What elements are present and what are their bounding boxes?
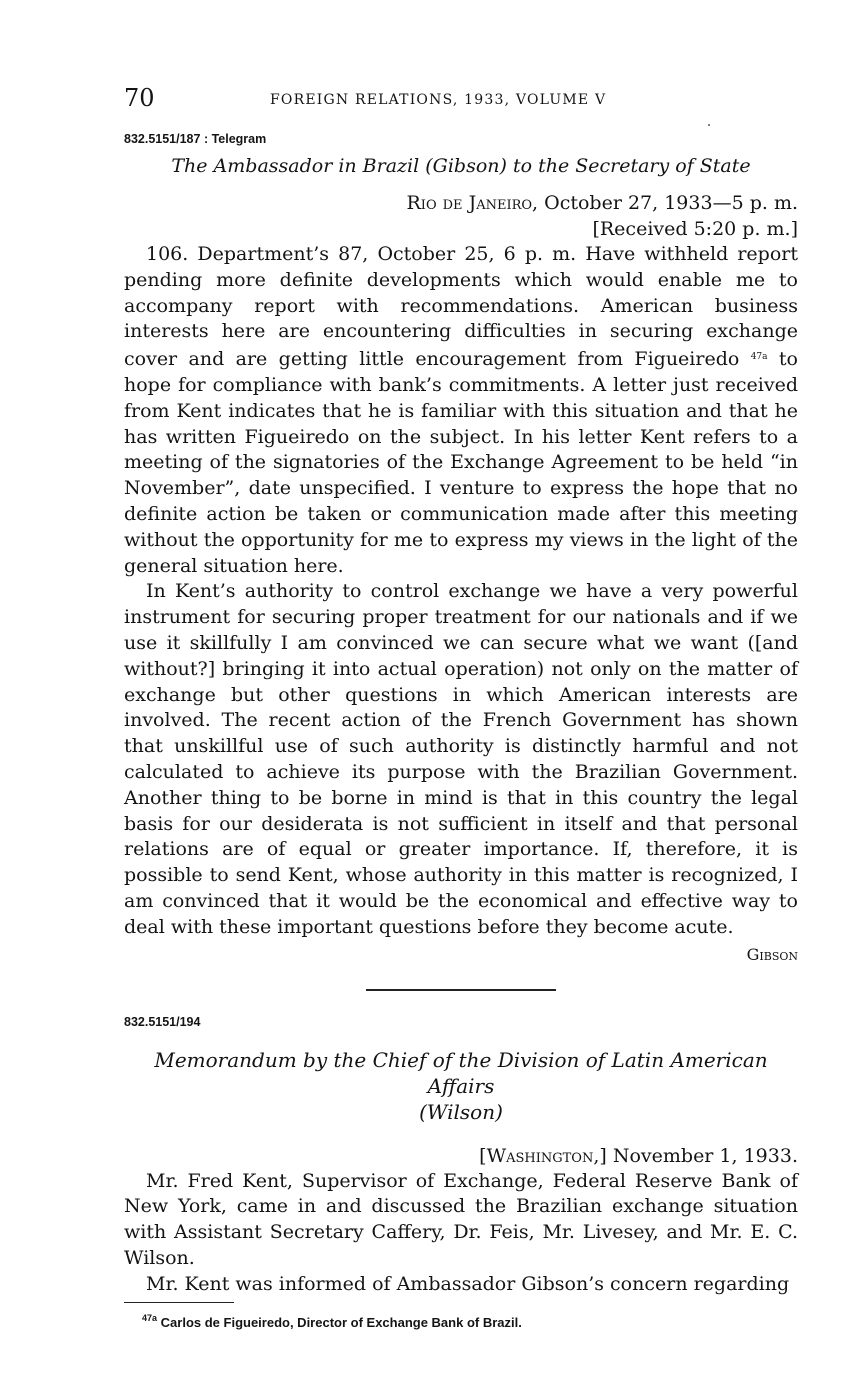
footnote-rule [124,1302,234,1303]
memorandum-paragraph-2: Mr. Kent was informed of Ambassador Gibson’s concern regarding [146,1272,790,1295]
memorandum-paragraph-1: Mr. Fred Kent, Supervisor of Exchange, Federal Reserve Bank of New York, came in and discussed the Brazilian exchange situation with Assistant Secretary Caffery, Dr. Feis, Mr. Livesey, and Mr. E. C. Wilson. [124,1169,798,1269]
received-time: [Received 5:20 p. m.] [592,218,798,240]
telegram-paragraph-1 [124,242,798,579]
dateline [124,190,798,242]
footnote-marker: 47a [750,352,768,363]
memorandum-title-line: (Wilson) [419,1099,503,1124]
signature: Gibson [746,944,798,964]
running-title: FOREIGN RELATIONS, 1933, VOLUME V [270,92,607,108]
memorandum-title [124,1047,798,1125]
footnote [124,1313,798,1330]
memorandum-title-line: Memorandum by the Chief of the Division of Latin American Affairs [154,1047,768,1098]
dateline-place: Rio de Janeiro, [406,192,539,214]
dateline [124,1143,798,1169]
footnote-marker: 47a [142,1312,158,1323]
section-divider [366,989,556,991]
page [124,84,798,1330]
dateline-date: November 1, 1933. [612,1144,798,1167]
footnote-text: Carlos de Figueiredo, Director of Exchange Bank of Brazil. [160,1314,522,1330]
document-title: The Ambassador in Brazil (Gibson) to the Secretary of State [171,155,751,177]
telegram-paragraph-2: In Kent’s authority to control exchange we have a very powerful instrument for securing proper treatment for our nationals and if we use it skillfully I am convinced we can secure what we want ([and without?] bringing it into actual operation) not only on the matter of exchange but other questions in which American interests are involved. The recent action of the French Government has shown that unskillful use of such authority is distinctly harmful and not calculated to achieve its purpose with the Brazilian Government. Another thing to be borne in mind is that in this country the legal basis for our desiderata is not sufficient in itself and that personal relations are of equal or greater importance. If, therefore, it is possible to send Kent, whose authority in this matter is recognized, I am convinced that it would be the economical and effective way to deal with these important questions before they become acute. [124,580,798,938]
file-reference: 832.5151/194 [124,1014,201,1029]
page-number: 70 [124,84,155,112]
dateline-date: October 27, 1933—5 p. m. [544,192,798,214]
paragraph-text: to hope for compliance with bank’s commitments. A letter just received from Kent indicates that he is familiar with this situation and that he has written Figueiredo on the subject. In his letter Kent refers to a meeting of the signatories of the Exchange Agreement to be held “in November”, date unspecified. I venture to express the hope that no definite action be taken or communication made after this meeting without the opportunity for me to express my views in the light of the general situation here. [124,348,798,577]
file-reference: 832.5151/187 : Telegram [124,132,267,146]
dateline-place: [Washington,] [479,1144,607,1167]
paragraph-text: 106. Department’s 87, October 25, 6 p. m. Have withheld report pending more definite developments which would enable me to accompany report with recommendations. American business interests here are encountering difficulties in securing exchange cover and are getting little encouragement from Figueiredo [124,243,798,371]
running-head [124,84,798,118]
